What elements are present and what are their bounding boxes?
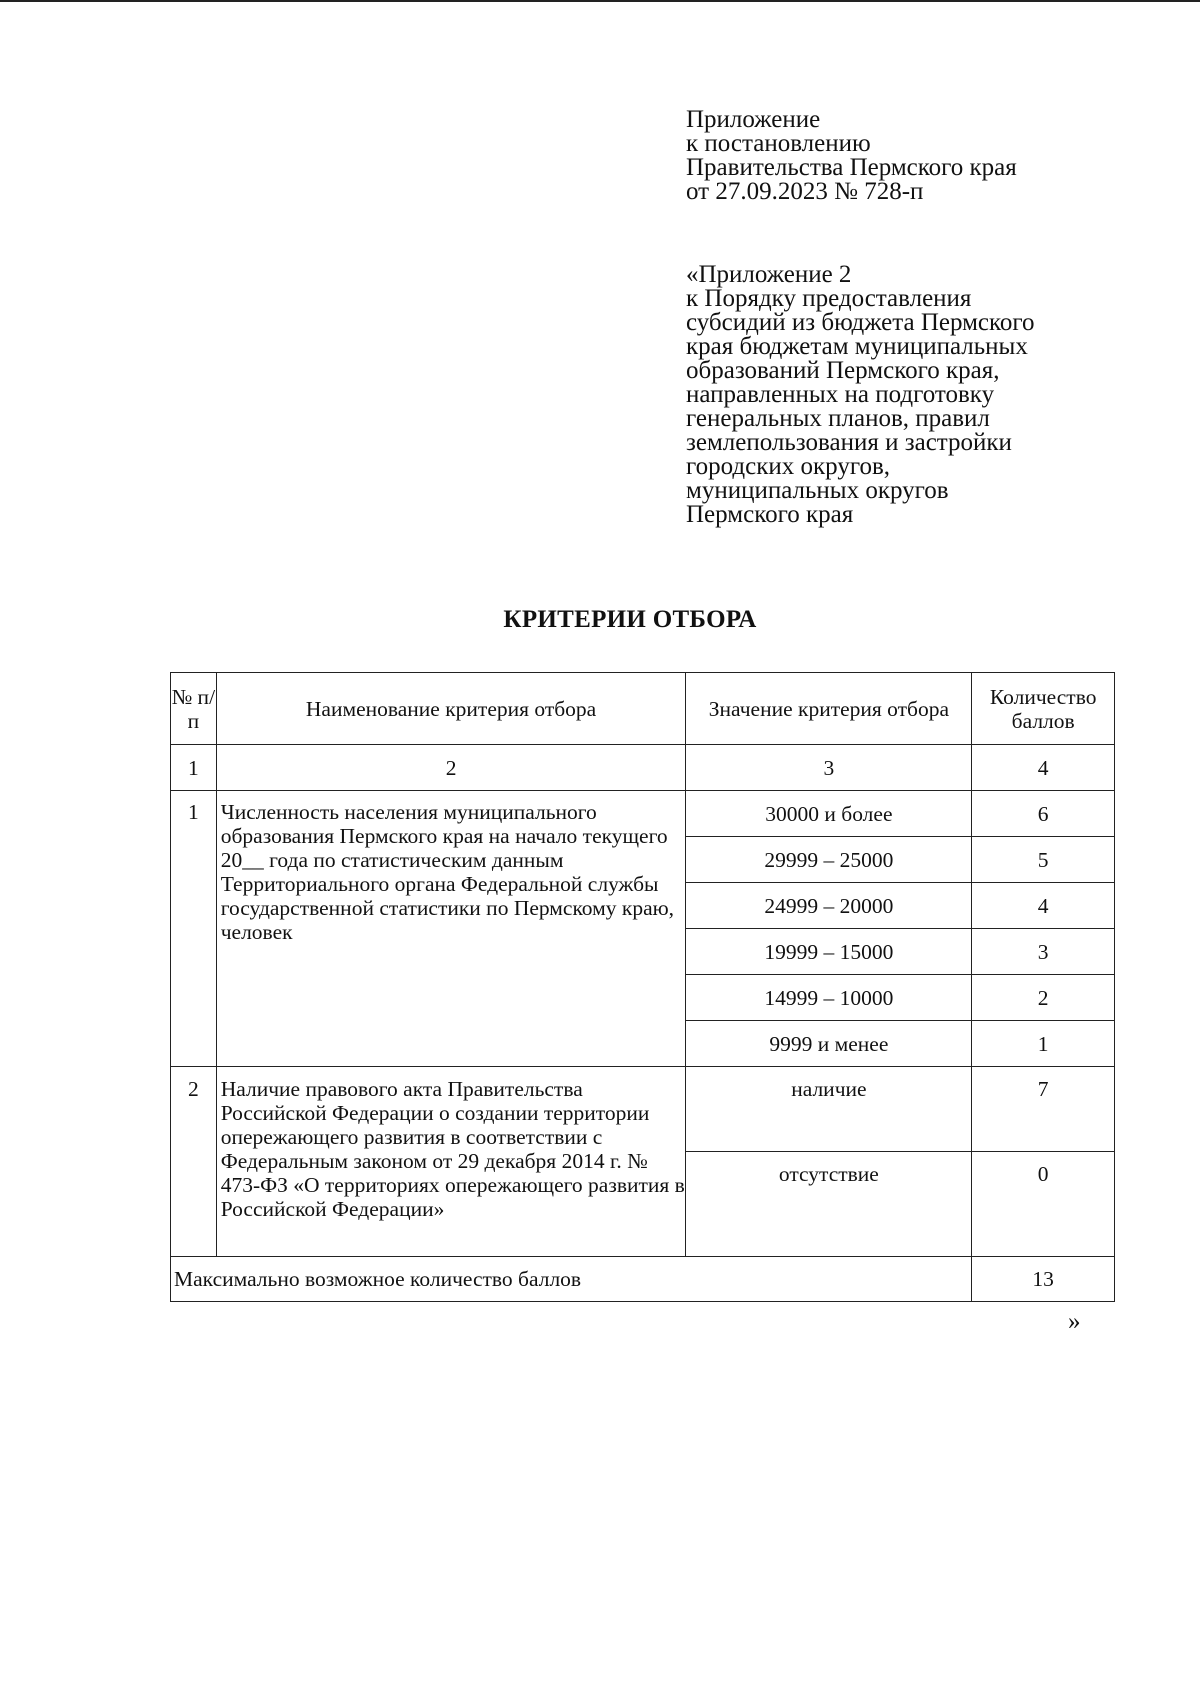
closing-quote-mark: » bbox=[1068, 1308, 1081, 1335]
appendix-header bbox=[686, 263, 1106, 527]
criterion-points: 2 bbox=[972, 975, 1115, 1021]
page-top-border bbox=[0, 0, 1200, 2]
criterion-points: 7 bbox=[972, 1067, 1115, 1152]
criterion-number: 2 bbox=[171, 1067, 217, 1257]
criterion-points: 5 bbox=[972, 837, 1115, 883]
criteria-table bbox=[170, 672, 1115, 1302]
approval-line: Приложение bbox=[686, 106, 821, 133]
criterion-value: отсутствие bbox=[686, 1152, 972, 1257]
approval-line: Правительства Пермского края bbox=[686, 154, 1017, 181]
appendix-line: городских округов, bbox=[686, 453, 891, 480]
criterion-value: 19999 – 15000 bbox=[686, 929, 972, 975]
table-header-row bbox=[171, 673, 1115, 745]
criterion-value: 24999 – 20000 bbox=[686, 883, 972, 929]
column-number: 1 bbox=[171, 745, 217, 791]
criterion-value: наличие bbox=[686, 1067, 972, 1152]
appendix-line: к Порядку предоставления bbox=[686, 285, 972, 312]
appendix-line: края бюджетам муниципальных bbox=[686, 333, 1028, 360]
approval-line: к постановлению bbox=[686, 130, 871, 157]
total-points: 13 bbox=[972, 1257, 1115, 1302]
document-title: КРИТЕРИИ ОТБОРА bbox=[503, 606, 757, 633]
criterion-value: 14999 – 10000 bbox=[686, 975, 972, 1021]
criterion-points: 3 bbox=[972, 929, 1115, 975]
column-numbers-row bbox=[171, 745, 1115, 791]
header-points: Количество баллов bbox=[972, 673, 1115, 745]
appendix-line: землепользования и застройки bbox=[686, 429, 1012, 456]
criterion-points: 0 bbox=[972, 1152, 1115, 1257]
table-row bbox=[171, 791, 1115, 837]
criterion-points: 1 bbox=[972, 1021, 1115, 1067]
appendix-line: Пермского края bbox=[686, 501, 854, 528]
appendix-line: образований Пермского края, bbox=[686, 357, 1000, 384]
total-label: Максимально возможное количество баллов bbox=[171, 1257, 972, 1302]
appendix-line: направленных на подготовку bbox=[686, 381, 995, 408]
total-row bbox=[171, 1257, 1115, 1302]
column-number: 2 bbox=[216, 745, 686, 791]
criterion-number: 1 bbox=[171, 791, 217, 1067]
column-number: 3 bbox=[686, 745, 972, 791]
header-num: № п/п bbox=[171, 673, 217, 745]
column-number: 4 bbox=[972, 745, 1115, 791]
criterion-value: 9999 и менее bbox=[686, 1021, 972, 1067]
appendix-line: субсидий из бюджета Пермского bbox=[686, 309, 1035, 336]
criterion-points: 4 bbox=[972, 883, 1115, 929]
approval-header bbox=[686, 108, 1106, 204]
appendix-line: «Приложение 2 bbox=[686, 261, 852, 288]
criterion-name: Численность населения муниципального образования Пермского края на начало текущего 20__ года по статистическим данным Территориального органа Федеральной службы государственной статистики по Пермскому краю, человек bbox=[216, 791, 686, 1067]
table-row bbox=[171, 1067, 1115, 1152]
criterion-value: 30000 и более bbox=[686, 791, 972, 837]
criterion-name: Наличие правового акта Правительства Российской Федерации о создании территории опережающего развития в соответствии с Федеральным законом от 29 декабря 2014 г. № 473-ФЗ «О территориях опережающего развития в Российской Федерации» bbox=[216, 1067, 686, 1257]
header-name: Наименование критерия отбора bbox=[216, 673, 686, 745]
appendix-line: генеральных планов, правил bbox=[686, 405, 990, 432]
appendix-line: муниципальных округов bbox=[686, 477, 949, 504]
header-value: Значение критерия отбора bbox=[686, 673, 972, 745]
criterion-points: 6 bbox=[972, 791, 1115, 837]
criterion-value: 29999 – 25000 bbox=[686, 837, 972, 883]
approval-line: от 27.09.2023 № 728-п bbox=[686, 178, 924, 205]
